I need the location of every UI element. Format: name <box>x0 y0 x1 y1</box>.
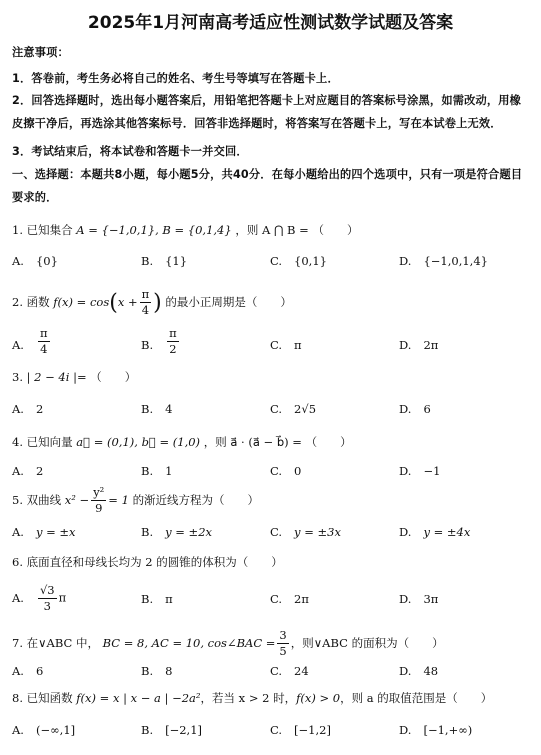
question-text: ，则 a⃗ · (a⃗ − b⃗) = （ ） <box>203 435 352 449</box>
option-d: D. {−1,0,1,4} <box>399 254 488 268</box>
option-a: A. 2 <box>12 464 44 478</box>
option-b: B. [−2,1] <box>141 723 203 737</box>
math-expression: = 1 <box>108 492 129 507</box>
option-a: A. 6 <box>12 664 44 678</box>
question-text: 函数 <box>26 294 50 309</box>
option-c: C. π <box>270 338 302 352</box>
page-title: 2025年1月河南高考适应性测试数学试题及答案 <box>87 13 454 33</box>
question-text: 的渐近线方程为（ ） <box>132 492 260 507</box>
option-c: C. y = ±3x <box>270 525 341 539</box>
option-a: A. $\frac{√3}{3}$ π <box>12 583 67 613</box>
question-text: 已知向量 <box>26 435 73 449</box>
question-text: 的最小正周期是（ ） <box>165 294 292 309</box>
question-1 <box>12 222 532 238</box>
option-d: D. 2π <box>399 338 439 352</box>
question-text: 在∨ABC 中， <box>26 635 99 650</box>
section-heading: 一、选择题：本题共8小题，每小题5分，共40分．在每小题给出的四个选项中，只有一项是符合题目要求的． <box>12 168 523 204</box>
notice-item-2: 2．回答选择题时，选出每小题答案后，用铅笔把答题卡上对应题目的答案标号涂黑，如需改动，用橡皮擦干净后，再选涂其他答案标号．回答非选择题时，将答案写在答题卡上，写在本试卷上无效． <box>12 94 522 130</box>
option-c: C. 0 <box>270 464 302 478</box>
question-2: 2. 函数 f(x) = cos(x + $\frac{\pi}{4}$ ) 的最小正周期是（ ） <box>12 287 292 317</box>
question-text: ，则 A ⋂ B = （ ） <box>235 223 359 237</box>
options-8 <box>12 723 532 743</box>
option-a: A. {0} <box>12 254 58 268</box>
option-c: C. [−1,2] <box>270 723 331 737</box>
options-4 <box>12 464 532 484</box>
question-text: 双曲线 <box>26 492 62 507</box>
options-1 <box>12 254 532 274</box>
question-text: ，若当 x > 2 时， <box>200 691 297 705</box>
math-expression: a⃗ = (0,1), b⃗ = (1,0) <box>76 435 201 449</box>
option-b: B. {1} <box>141 254 188 268</box>
question-text: 已知函数 <box>26 691 73 705</box>
option-a: A. y = ±x <box>12 525 76 539</box>
question-5 <box>12 485 532 516</box>
options-5 <box>12 525 532 545</box>
option-d: D. −1 <box>399 464 441 478</box>
option-b: B. $\frac{\pi}{2}$ <box>141 326 177 356</box>
question-number: 2. <box>12 294 23 309</box>
question-text: 底面直径和母线长均为 2 的圆锥的体积为（ ） <box>26 555 283 569</box>
option-d: D. 3π <box>399 592 439 606</box>
question-7 <box>12 628 532 659</box>
option-d: D. 6 <box>399 402 431 416</box>
options-3 <box>12 402 532 422</box>
option-a: A. 2 <box>12 402 44 416</box>
question-number: 5. <box>12 492 23 507</box>
options-2 <box>12 326 532 360</box>
notice-item-3: 3．考试结束后，将本试卷和答题卡一并交回． <box>12 145 248 158</box>
options-6 <box>12 583 532 619</box>
question-text: ，则 a 的取值范围是（ ） <box>340 691 493 705</box>
question-text: （ ） <box>90 370 137 384</box>
math-expression: f(x) = cos <box>53 294 110 309</box>
option-c: C. 2√5 <box>270 402 317 416</box>
question-number: 7. <box>12 635 23 650</box>
option-b: B. 8 <box>141 664 173 678</box>
option-c: C. 2π <box>270 592 309 606</box>
option-d: D. [−1,+∞) <box>399 723 473 737</box>
math-expression: A = {−1,0,1}, B = {0,1,4} <box>76 223 232 237</box>
option-a: A. (−∞,1] <box>12 723 76 737</box>
question-4 <box>12 434 532 450</box>
option-c: C. 24 <box>270 664 309 678</box>
fraction: $\frac{\text{y²}}{9}$ <box>93 485 105 515</box>
math-expression: f(x) > 0 <box>296 691 341 705</box>
option-c: C. {0,1} <box>270 254 327 268</box>
math-expression: x² − <box>64 492 90 507</box>
question-3 <box>12 369 532 385</box>
option-b: B. y = ±2x <box>141 525 212 539</box>
option-a: A. $\frac{\pi}{4}$ <box>12 326 48 356</box>
question-6 <box>12 554 532 570</box>
fraction: $\frac{\pi}{4}$ <box>141 287 150 317</box>
question-number: 6. <box>12 555 23 569</box>
math-expression: f(x) = x | x − a | −2a² <box>76 691 201 705</box>
option-b: B. 1 <box>141 464 173 478</box>
question-number: 3. <box>12 370 23 384</box>
option-d: D. y = ±4x <box>399 525 471 539</box>
question-number: 8. <box>12 691 23 705</box>
math-expression: BC = 8, AC = 10, cos∠BAC = <box>102 635 276 650</box>
question-text: 已知集合 <box>26 223 73 237</box>
options-7 <box>12 664 532 684</box>
question-text: ，则∨ABC 的面积为（ ） <box>290 635 444 650</box>
math-expression: x + <box>117 294 138 309</box>
notice-item-1: 1．答卷前，考生务必将自己的姓名、考生号等填写在答题卡上． <box>12 72 339 85</box>
question-number: 1. <box>12 223 23 237</box>
question-8 <box>12 690 532 706</box>
option-d: D. 48 <box>399 664 439 678</box>
fraction: $\frac{3}{5}$ <box>279 628 287 658</box>
math-expression: | 2 − 4i |= <box>26 370 87 384</box>
notice-heading: 注意事项： <box>12 46 69 59</box>
option-b: B. π <box>141 592 173 606</box>
option-b: B. 4 <box>141 402 173 416</box>
question-number: 4. <box>12 435 23 449</box>
